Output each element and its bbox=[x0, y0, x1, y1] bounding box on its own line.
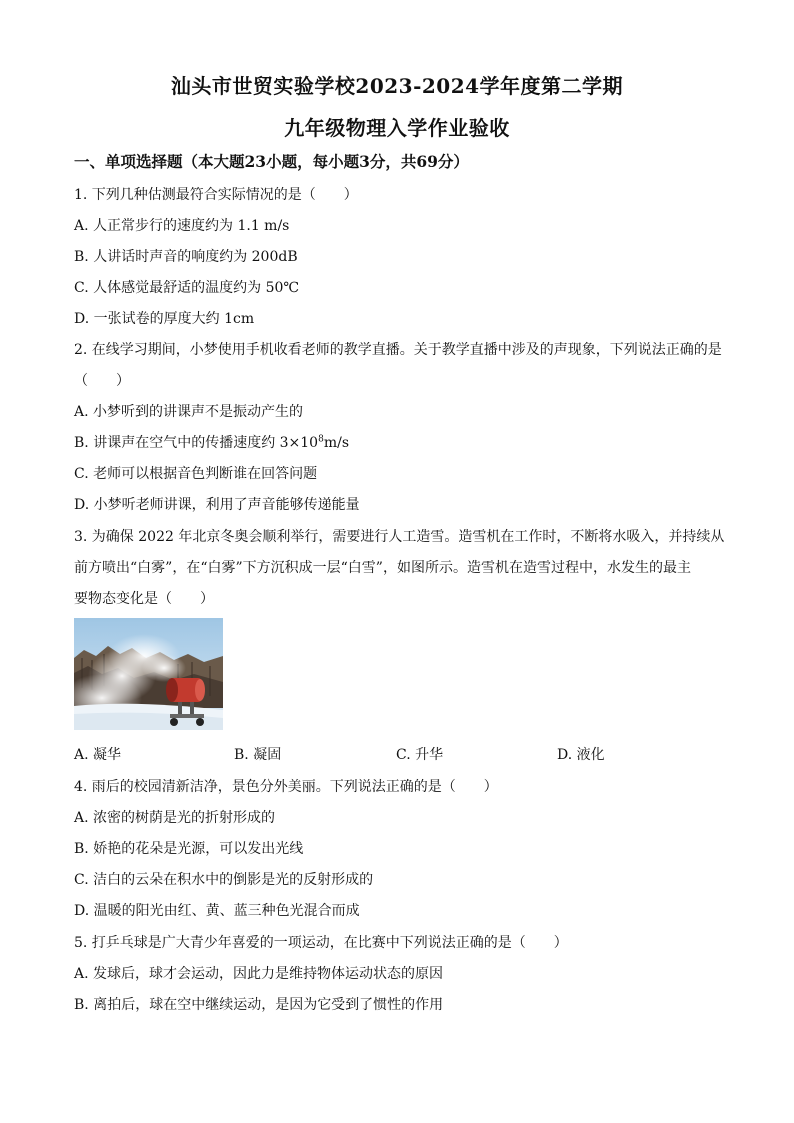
question-1-option-c: C. 人体感觉最舒适的温度约为 50℃ bbox=[74, 280, 300, 296]
question-2-option-b-unit: m/s bbox=[323, 435, 350, 451]
question-4-option-d: D. 温暖的阳光由红、黄、蓝三种色光混合而成 bbox=[74, 903, 360, 919]
question-2-stem-line2: （ ） bbox=[74, 373, 130, 389]
question-3-option-c: C. 升华 bbox=[396, 747, 444, 763]
question-1-stem: 1. 下列几种估测最符合实际情况的是（ ） bbox=[74, 187, 358, 203]
question-4-stem: 4. 雨后的校园清新洁净，景色分外美丽。下列说法正确的是（ ） bbox=[74, 779, 498, 795]
question-3-stem-line1: 3. 为确保 2022 年北京冬奥会顺利举行，需要进行人工造雪。造雪机在工作时，不断将水吸入，并持续从 bbox=[74, 529, 725, 545]
question-1-option-b: B. 人讲话时声音的响度约为 200dB bbox=[74, 249, 298, 265]
question-2-option-a: A. 小梦听到的讲课声不是振动产生的 bbox=[74, 404, 304, 420]
question-2-option-b-exponent: 8 bbox=[318, 434, 324, 445]
question-1-option-a: A. 人正常步行的速度约为 1.1 m/s bbox=[74, 218, 290, 234]
question-2-option-b bbox=[74, 432, 349, 452]
question-4-option-c: C. 洁白的云朵在积水中的倒影是光的反射形成的 bbox=[74, 872, 374, 888]
question-3-stem-line3: 要物态变化是（ ） bbox=[74, 591, 214, 607]
question-4-option-a: A. 浓密的树荫是光的折射形成的 bbox=[74, 810, 276, 826]
question-5-option-b: B. 离拍后，球在空中继续运动，是因为它受到了惯性的作用 bbox=[74, 997, 444, 1013]
question-2-option-d: D. 小梦听老师讲课，利用了声音能够传递能量 bbox=[74, 497, 360, 513]
question-2-option-b-text: B. 讲课声在空气中的传播速度约 3×10 bbox=[74, 435, 319, 451]
question-2-option-c: C. 老师可以根据音色判断谁在回答问题 bbox=[74, 466, 318, 482]
exam-title: 汕头市世贸实验学校2023-2024学年度第二学期 bbox=[170, 74, 624, 98]
question-5-stem: 5. 打乒乓球是广大青少年喜爱的一项运动，在比赛中下列说法正确的是（ ） bbox=[74, 935, 568, 951]
snow-machine-photo-icon bbox=[74, 618, 223, 730]
question-5-option-a: A. 发球后，球才会运动，因此力是维持物体运动状态的原因 bbox=[74, 966, 444, 982]
question-2-stem-line1: 2. 在线学习期间，小梦使用手机收看老师的教学直播。关于教学直播中涉及的声现象，下列说法正确的是 bbox=[74, 342, 722, 358]
question-3-option-a: A. 凝华 bbox=[74, 747, 122, 763]
section-heading: 一、单项选择题（本大题23小题，每小题3分，共69分） bbox=[74, 152, 469, 171]
question-3-stem-line2: 前方喷出“白雾”，在“白雾”下方沉积成一层“白雪”，如图所示。造雪机在造雪过程中，水发生的最主 bbox=[74, 560, 691, 576]
question-1-option-d: D. 一张试卷的厚度大约 1cm bbox=[74, 311, 255, 327]
question-4-option-b: B. 娇艳的花朵是光源，可以发出光线 bbox=[74, 841, 304, 857]
exam-subtitle: 九年级物理入学作业验收 bbox=[284, 116, 510, 140]
question-3-option-d: D. 液化 bbox=[557, 747, 605, 763]
question-3-option-b: B. 凝固 bbox=[234, 747, 282, 763]
